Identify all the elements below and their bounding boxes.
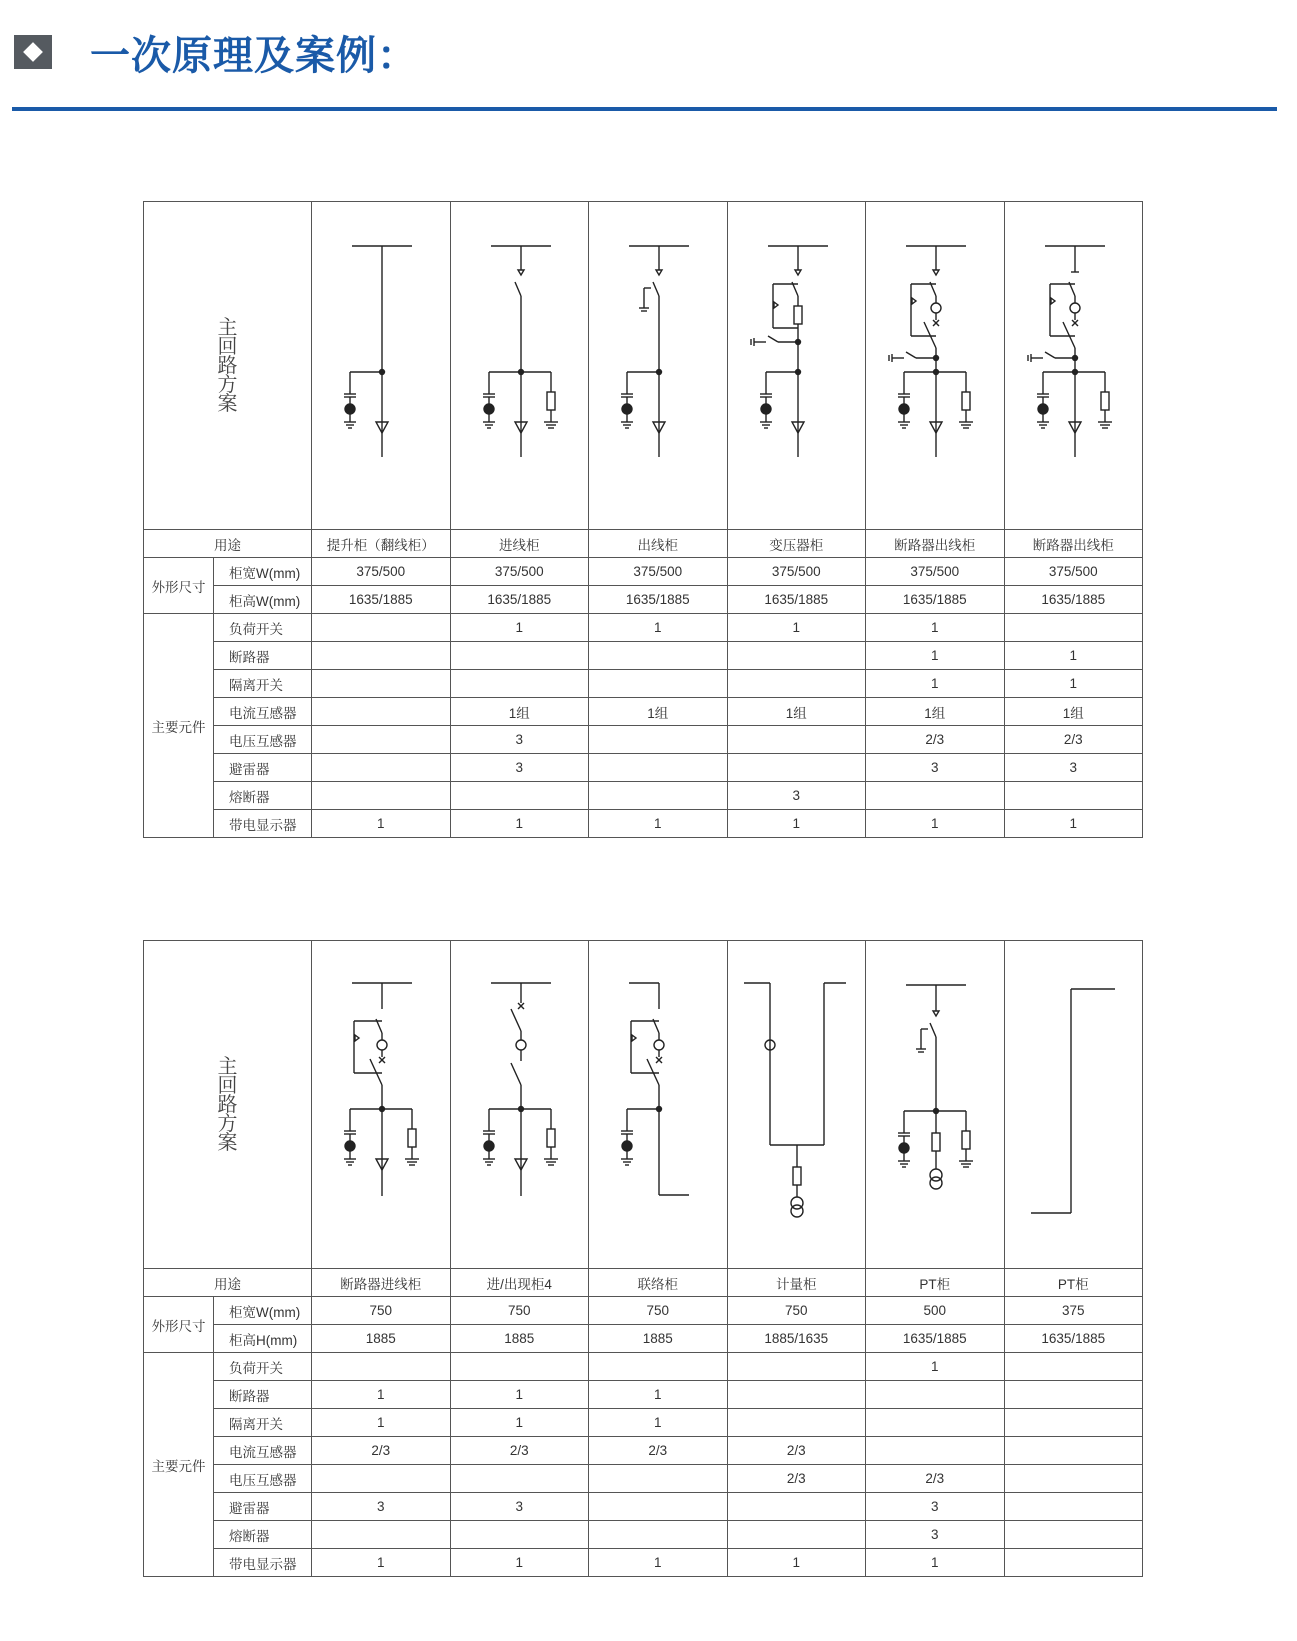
- width-cell: 750: [727, 1297, 866, 1325]
- diagram-row: [144, 941, 1143, 1269]
- value-cell: [312, 726, 451, 754]
- components-group-label: 主要元件: [144, 614, 214, 838]
- height-cell: 1635/1885: [866, 1325, 1005, 1353]
- width-cell: 375/500: [727, 558, 866, 586]
- value-cell: [450, 782, 589, 810]
- value-cell: [727, 754, 866, 782]
- component-row: [144, 670, 1143, 698]
- value-cell: [312, 1521, 451, 1549]
- components-group-label: 主要元件: [144, 1353, 214, 1577]
- value-cell: 3: [450, 726, 589, 754]
- width-cell: 500: [866, 1297, 1005, 1325]
- value-cell: [312, 754, 451, 782]
- value-cell: 2/3: [866, 1465, 1005, 1493]
- component-label: 断路器: [214, 642, 312, 670]
- height-cell: 1635/1885: [727, 586, 866, 614]
- diamond-bullet-icon: [14, 35, 52, 69]
- component-label: 电流互感器: [214, 1437, 312, 1465]
- value-cell: [1004, 1437, 1143, 1465]
- scheme-label-cell: [144, 202, 312, 530]
- value-cell: 1: [589, 1409, 728, 1437]
- value-cell: 1组: [1004, 698, 1143, 726]
- value-cell: [589, 1465, 728, 1493]
- usage-label: 用途: [144, 1269, 312, 1297]
- height-row: [144, 586, 1143, 614]
- value-cell: [312, 614, 451, 642]
- value-cell: [312, 698, 451, 726]
- scheme-label-cell: [144, 941, 312, 1269]
- value-cell: [450, 670, 589, 698]
- value-cell: [1004, 1381, 1143, 1409]
- usage-label: 用途: [144, 530, 312, 558]
- component-row: [144, 810, 1143, 838]
- component-row: [144, 1549, 1143, 1577]
- height-cell: 1635/1885: [312, 586, 451, 614]
- component-label: 带电显示器: [214, 1549, 312, 1577]
- value-cell: 1: [312, 1409, 451, 1437]
- component-row: [144, 1381, 1143, 1409]
- circuit-diagram-pt: [866, 941, 1005, 1269]
- component-row: [144, 754, 1143, 782]
- value-cell: 3: [1004, 754, 1143, 782]
- height-row: [144, 1325, 1143, 1353]
- usage-cell: 变压器柜: [727, 530, 866, 558]
- value-cell: [727, 1493, 866, 1521]
- value-cell: [589, 642, 728, 670]
- value-cell: [1004, 1465, 1143, 1493]
- height-label: 柜高W(mm): [214, 586, 312, 614]
- value-cell: 1: [312, 1381, 451, 1409]
- value-cell: 1: [589, 810, 728, 838]
- value-cell: [1004, 1353, 1143, 1381]
- width-cell: 750: [450, 1297, 589, 1325]
- value-cell: 2/3: [866, 726, 1005, 754]
- value-cell: 3: [727, 782, 866, 810]
- component-label: 电压互感器: [214, 1465, 312, 1493]
- value-cell: [1004, 614, 1143, 642]
- width-row: [144, 558, 1143, 586]
- value-cell: 1组: [450, 698, 589, 726]
- value-cell: [589, 782, 728, 810]
- value-cell: 1: [1004, 810, 1143, 838]
- component-label: 负荷开关: [214, 614, 312, 642]
- value-cell: [312, 782, 451, 810]
- usage-cell: 断路器出线柜: [1004, 530, 1143, 558]
- value-cell: 2/3: [312, 1437, 451, 1465]
- scheme-label: 主 回 路 方 案: [217, 1054, 238, 1154]
- height-cell: 1635/1885: [866, 586, 1005, 614]
- height-cell: 1635/1885: [1004, 586, 1143, 614]
- value-cell: 1: [450, 810, 589, 838]
- value-cell: [727, 642, 866, 670]
- width-label: 柜宽W(mm): [214, 558, 312, 586]
- value-cell: [866, 1381, 1005, 1409]
- usage-cell: 进/出现柜4: [450, 1269, 589, 1297]
- component-label: 负荷开关: [214, 1353, 312, 1381]
- usage-cell: PT柜: [866, 1269, 1005, 1297]
- value-cell: 1: [727, 614, 866, 642]
- value-cell: 2/3: [727, 1437, 866, 1465]
- value-cell: [727, 1381, 866, 1409]
- component-label: 隔离开关: [214, 1409, 312, 1437]
- component-label: 隔离开关: [214, 670, 312, 698]
- component-row: [144, 1353, 1143, 1381]
- usage-cell: PT柜: [1004, 1269, 1143, 1297]
- component-row: [144, 614, 1143, 642]
- value-cell: [450, 1465, 589, 1493]
- value-cell: 2/3: [1004, 726, 1143, 754]
- value-cell: 1组: [589, 698, 728, 726]
- value-cell: [450, 642, 589, 670]
- value-cell: [866, 1437, 1005, 1465]
- value-cell: [727, 726, 866, 754]
- width-cell: 375/500: [312, 558, 451, 586]
- value-cell: 1: [450, 1409, 589, 1437]
- value-cell: 1: [450, 1549, 589, 1577]
- value-cell: 1: [866, 810, 1005, 838]
- value-cell: [1004, 1409, 1143, 1437]
- width-cell: 750: [589, 1297, 728, 1325]
- width-cell: 375/500: [1004, 558, 1143, 586]
- value-cell: [589, 1353, 728, 1381]
- value-cell: 1: [589, 1381, 728, 1409]
- circuit-diagram-outgoing: [589, 202, 728, 530]
- width-cell: 375/500: [589, 558, 728, 586]
- circuit-diagram-incoming: [450, 202, 589, 530]
- value-cell: [866, 1409, 1005, 1437]
- circuit-diagram-bus-tie: [589, 941, 728, 1269]
- scheme-table-1: [143, 201, 1143, 838]
- component-label: 带电显示器: [214, 810, 312, 838]
- component-row: [144, 698, 1143, 726]
- value-cell: 1: [866, 642, 1005, 670]
- width-cell: 375/500: [450, 558, 589, 586]
- value-cell: [866, 782, 1005, 810]
- usage-cell: 出线柜: [589, 530, 728, 558]
- component-label: 熔断器: [214, 782, 312, 810]
- header-divider: [12, 107, 1277, 111]
- usage-cell: 断路器进线柜: [312, 1269, 451, 1297]
- value-cell: 3: [866, 754, 1005, 782]
- width-cell: 750: [312, 1297, 451, 1325]
- component-row: [144, 642, 1143, 670]
- value-cell: [589, 1521, 728, 1549]
- page-title: 一次原理及案例：: [90, 33, 418, 79]
- scheme-table-2: [143, 940, 1143, 1577]
- height-cell: 1885: [450, 1325, 589, 1353]
- value-cell: [450, 1521, 589, 1549]
- scheme-label: 主 回 路 方 案: [217, 315, 238, 415]
- component-row: [144, 1465, 1143, 1493]
- value-cell: 1: [1004, 670, 1143, 698]
- circuit-diagram-breaker-outgoing-a: [866, 202, 1005, 530]
- value-cell: 1组: [727, 698, 866, 726]
- value-cell: [312, 670, 451, 698]
- value-cell: 1: [589, 614, 728, 642]
- value-cell: 2/3: [589, 1437, 728, 1465]
- component-row: [144, 782, 1143, 810]
- circuit-diagram-pt-cable: [1004, 941, 1143, 1269]
- circuit-diagram-lift: [312, 202, 451, 530]
- usage-row: [144, 1269, 1143, 1297]
- usage-cell: 进线柜: [450, 530, 589, 558]
- usage-cell: 计量柜: [727, 1269, 866, 1297]
- component-row: [144, 726, 1143, 754]
- usage-cell: 断路器出线柜: [866, 530, 1005, 558]
- value-cell: 3: [866, 1493, 1005, 1521]
- component-label: 熔断器: [214, 1521, 312, 1549]
- component-label: 避雷器: [214, 1493, 312, 1521]
- usage-cell: 联络柜: [589, 1269, 728, 1297]
- height-label: 柜高H(mm): [214, 1325, 312, 1353]
- value-cell: 1: [312, 1549, 451, 1577]
- value-cell: [450, 1353, 589, 1381]
- value-cell: 3: [450, 754, 589, 782]
- usage-row: [144, 530, 1143, 558]
- value-cell: 3: [312, 1493, 451, 1521]
- value-cell: [727, 670, 866, 698]
- diagram-row: [144, 202, 1143, 530]
- circuit-diagram-breaker-outgoing-b: [1004, 202, 1143, 530]
- value-cell: 1: [866, 614, 1005, 642]
- value-cell: [312, 642, 451, 670]
- value-cell: [727, 1353, 866, 1381]
- value-cell: [727, 1521, 866, 1549]
- value-cell: 2/3: [450, 1437, 589, 1465]
- value-cell: 1: [727, 1549, 866, 1577]
- value-cell: 2/3: [727, 1465, 866, 1493]
- value-cell: 3: [450, 1493, 589, 1521]
- page-header: [0, 0, 1297, 115]
- circuit-diagram-in-out: [450, 941, 589, 1269]
- height-cell: 1885/1635: [727, 1325, 866, 1353]
- value-cell: [589, 754, 728, 782]
- circuit-diagram-breaker-incoming: [312, 941, 451, 1269]
- width-cell: 375: [1004, 1297, 1143, 1325]
- height-cell: 1635/1885: [1004, 1325, 1143, 1353]
- value-cell: 1: [589, 1549, 728, 1577]
- value-cell: 3: [866, 1521, 1005, 1549]
- value-cell: 1: [866, 1353, 1005, 1381]
- circuit-diagram-transformer: [727, 202, 866, 530]
- value-cell: 1: [866, 1549, 1005, 1577]
- component-row: [144, 1437, 1143, 1465]
- value-cell: [1004, 782, 1143, 810]
- size-group-label: 外形尺寸: [144, 558, 214, 614]
- value-cell: 1: [450, 614, 589, 642]
- value-cell: [727, 1409, 866, 1437]
- value-cell: [1004, 1549, 1143, 1577]
- value-cell: 1: [727, 810, 866, 838]
- value-cell: 1: [312, 810, 451, 838]
- width-cell: 375/500: [866, 558, 1005, 586]
- value-cell: [589, 1493, 728, 1521]
- component-label: 电压互感器: [214, 726, 312, 754]
- height-cell: 1885: [589, 1325, 728, 1353]
- circuit-diagram-metering: [727, 941, 866, 1269]
- value-cell: [1004, 1521, 1143, 1549]
- component-label: 电流互感器: [214, 698, 312, 726]
- value-cell: 1: [1004, 642, 1143, 670]
- component-row: [144, 1493, 1143, 1521]
- component-label: 避雷器: [214, 754, 312, 782]
- component-row: [144, 1521, 1143, 1549]
- value-cell: 1组: [866, 698, 1005, 726]
- usage-cell: 提升柜（翻线柜）: [312, 530, 451, 558]
- height-cell: 1635/1885: [589, 586, 728, 614]
- value-cell: [312, 1465, 451, 1493]
- value-cell: 1: [450, 1381, 589, 1409]
- component-label: 断路器: [214, 1381, 312, 1409]
- value-cell: [589, 670, 728, 698]
- size-group-label: 外形尺寸: [144, 1297, 214, 1353]
- width-label: 柜宽W(mm): [214, 1297, 312, 1325]
- height-cell: 1635/1885: [450, 586, 589, 614]
- value-cell: [312, 1353, 451, 1381]
- value-cell: 1: [866, 670, 1005, 698]
- component-row: [144, 1409, 1143, 1437]
- width-row: [144, 1297, 1143, 1325]
- value-cell: [1004, 1493, 1143, 1521]
- value-cell: [589, 726, 728, 754]
- height-cell: 1885: [312, 1325, 451, 1353]
